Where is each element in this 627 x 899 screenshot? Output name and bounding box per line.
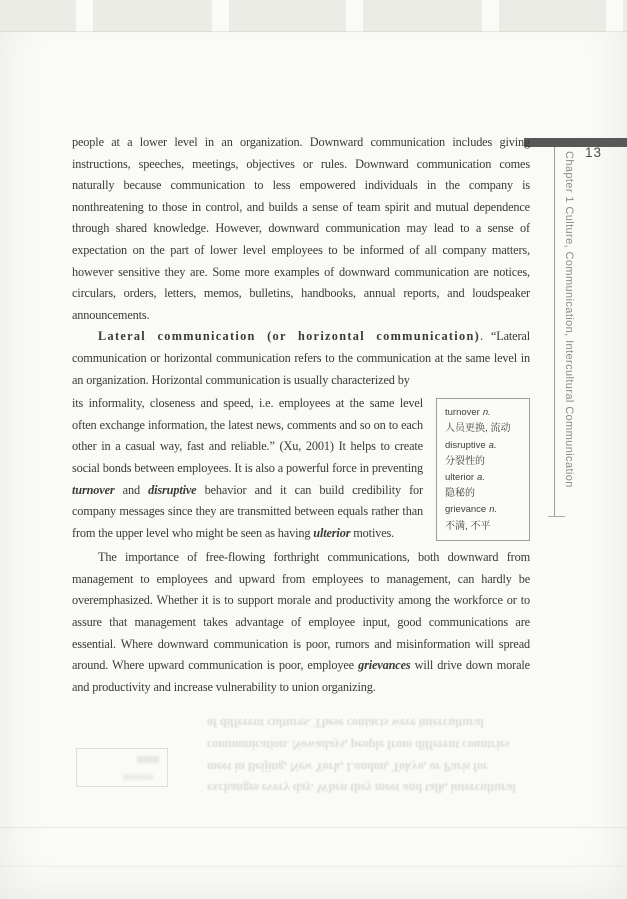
paragraph-lateral-wrapped bbox=[72, 393, 423, 544]
term-ulterior: ulterior bbox=[313, 525, 351, 540]
paragraph-downward-communication: people at a lower level in an organization. Downward communication includes giving instructions, speeches, meetings, objectives or rules. Downward communication comes naturally because communication to less empowered individuals in the company is nonthreatening to those in control, and builds a sense of team spirit and mutual dependence through shared knowledge. However, downward communication may lead to a sense of expectation on the part of lower level employees to be informed of all company matters, however sensitive they are. Some more examples of downward communication are notices, circulars, orders, letters, memos, bulletins, handbooks, annual reports, and loudspeaker announcements. bbox=[72, 135, 530, 322]
text-and-vocab-row bbox=[72, 391, 530, 544]
vocab-entry bbox=[445, 405, 521, 437]
vocab-word-line bbox=[445, 405, 521, 421]
lateral-communication-heading: Lateral communication (or horizontal communication) bbox=[98, 329, 480, 344]
vocab-pos: a. bbox=[488, 439, 497, 451]
vocab-word-line bbox=[445, 438, 521, 454]
article-body bbox=[72, 132, 530, 698]
term-grievances: grievances bbox=[358, 658, 411, 673]
vocab-word-line bbox=[445, 470, 521, 486]
text-segment: and bbox=[114, 482, 149, 497]
vocab-entry bbox=[445, 470, 521, 502]
text-segment: will drive down morale and productivity and increase vulnerability to union organizing. bbox=[72, 658, 530, 694]
vocab-word-line bbox=[445, 502, 521, 518]
vocab-word: disruptive bbox=[445, 439, 486, 451]
term-disruptive: disruptive bbox=[148, 482, 197, 497]
vocab-translation: 人员更换, 流动 bbox=[445, 423, 511, 435]
lateral-intro-text: . “Lateral communication or horizontal communication refers to the communication at the same level in an organization. Horizontal communication is usually characterized by bbox=[72, 329, 531, 387]
bleed-through-text bbox=[207, 711, 537, 798]
text-segment: behavior and it can build credibility for company messages since they are transmitted between equals rather than from the upper level who might be seen as having bbox=[72, 482, 423, 540]
text-segment: motives. bbox=[350, 525, 395, 540]
bleed-through-line: meet in Beijing, New York, London, Tokyo, or Paris for bbox=[207, 759, 489, 774]
vocab-word: ulterior bbox=[445, 471, 475, 483]
vocab-translation: 分裂性的 bbox=[445, 455, 485, 467]
vocabulary-box bbox=[436, 398, 530, 541]
text-segment: The importance of free-flowing forthright communications, both downward from management to employees and upward from employees to management, can hardly be overemphasized. Whether it is to support morale and productivity among the workforce or to assure that management takes advantage of employee input, good communications are essential. Where downward communication is poor, rumors and misinformation will spread around. Where upward communication is poor, employee bbox=[72, 550, 530, 673]
bleed-through-box bbox=[76, 748, 168, 787]
vocab-pos: n. bbox=[489, 504, 498, 516]
text-segment: its informality, closeness and speed, i.e. employees at the same level often exchange information, the latest news, comments and so on to each other in a casual way, fast and reliable.” (Xu, 2001) It helps to create social bonds between employees. It is also a powerful force in preventing bbox=[72, 396, 423, 475]
paragraph-lateral-intro bbox=[72, 326, 530, 391]
vocab-entry bbox=[445, 438, 521, 470]
scan-artifact-line bbox=[0, 827, 627, 828]
chapter-tab-title: Chapter 1 Culture, Communication, Intercultural Communication bbox=[563, 151, 575, 488]
vocab-translation: 不满, 不平 bbox=[445, 520, 491, 532]
vocab-pos: a. bbox=[477, 471, 485, 483]
sidebar-rule-foot bbox=[548, 516, 565, 517]
vocab-pos: n. bbox=[482, 407, 491, 419]
vocab-word: grievance bbox=[445, 504, 487, 516]
bleed-through-line: of different cultures. These contacts were intercultural bbox=[207, 715, 484, 730]
scanner-edge-band bbox=[0, 0, 627, 32]
bleed-through-line: exchanges every day. When they meet and talk, intercultural bbox=[207, 781, 516, 796]
scan-artifact-line bbox=[0, 866, 627, 867]
page-number: 13 bbox=[585, 145, 603, 160]
sidebar-rule bbox=[554, 147, 555, 517]
paragraph-importance bbox=[72, 547, 530, 698]
bleed-through-line: communication. Nowadays, people from different countries bbox=[207, 737, 510, 752]
term-turnover: turnover bbox=[72, 482, 115, 497]
vocab-word: turnover bbox=[445, 407, 480, 419]
vocab-entry bbox=[445, 502, 521, 534]
header-accent-bar bbox=[524, 138, 627, 147]
vocab-translation: 隐秘的 bbox=[445, 488, 475, 500]
